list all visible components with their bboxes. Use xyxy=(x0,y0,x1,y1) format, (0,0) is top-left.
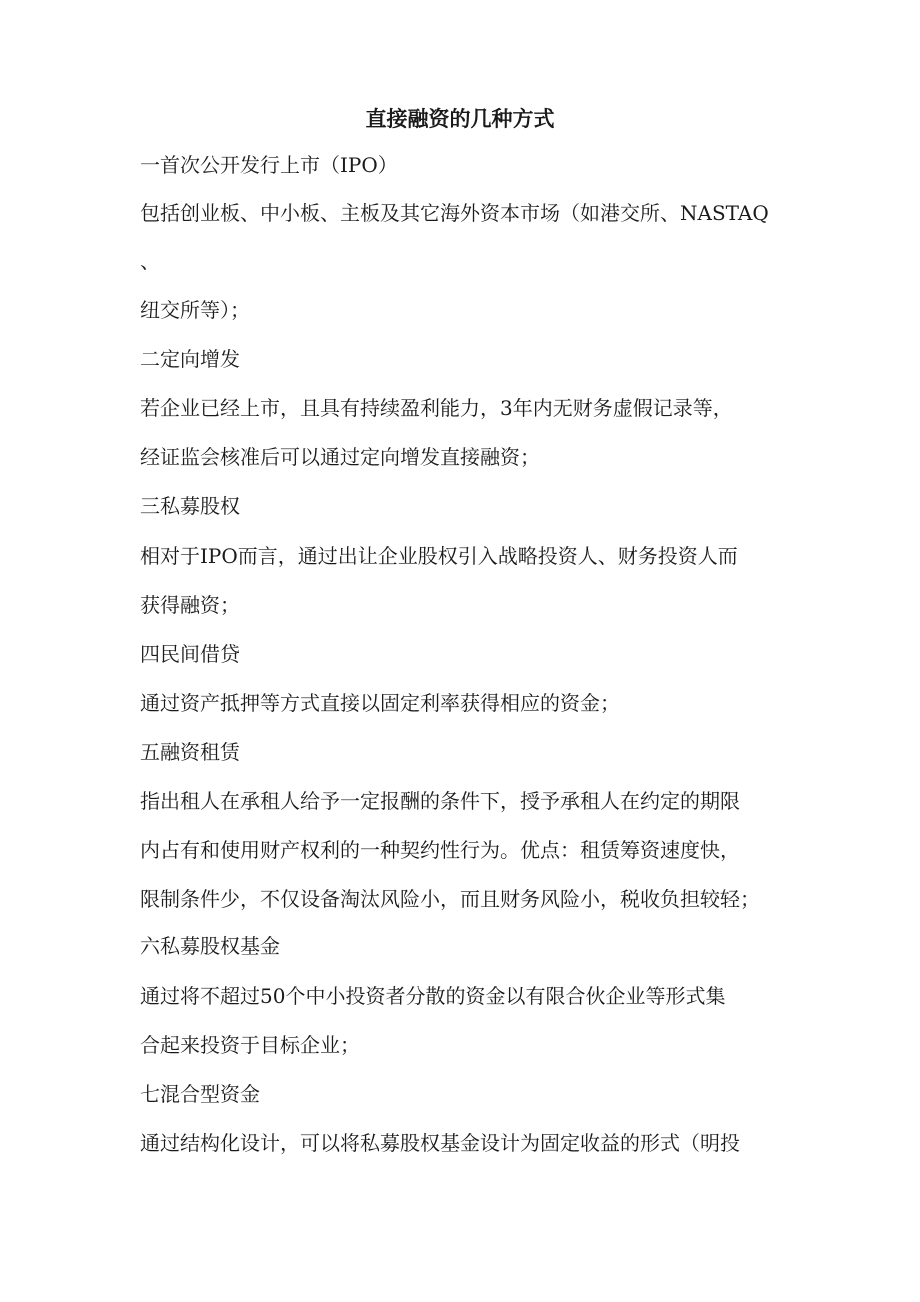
heading-financial-leasing: 五融资租赁 xyxy=(140,740,240,764)
paragraph-line: 获得融资； xyxy=(140,593,240,617)
paragraph-line: 经证监会核准后可以通过定向增发直接融资； xyxy=(140,445,540,469)
document-title: 直接融资的几种方式 xyxy=(365,106,555,131)
paragraph-line: 包括创业板、中小板、主板及其它海外资本市场（如港交所、NASTAQ xyxy=(140,201,769,225)
heading-private-equity: 三私募股权 xyxy=(140,494,240,518)
heading-private-placement: 二定向增发 xyxy=(140,347,240,371)
paragraph-line: 通过将不超过50个中小投资者分散的资金以有限合伙企业等形式集 xyxy=(140,984,726,1008)
paragraph-line: 若企业已经上市，且具有持续盈利能力，3年内无财务虚假记录等， xyxy=(140,396,733,420)
heading-private-lending: 四民间借贷 xyxy=(140,642,240,666)
paragraph-line: 相对于IPO而言，通过出让企业股权引入战略投资人、财务投资人而 xyxy=(140,544,738,568)
paragraph-line: 限制条件少，不仅设备淘汰风险小，而且财务风险小，税收负担较轻； xyxy=(140,887,760,911)
paragraph-line: 内占有和使用财产权利的一种契约性行为。优点：租赁筹资速度快， xyxy=(140,838,740,862)
paragraph-line: 纽交所等）； xyxy=(140,298,250,322)
paragraph-line: 指出租人在承租人给予一定报酬的条件下，授予承租人在约定的期限 xyxy=(140,789,740,813)
paragraph-line: 通过结构化设计，可以将私募股权基金设计为固定收益的形式（明投 xyxy=(140,1131,740,1155)
heading-pe-fund: 六私募股权基金 xyxy=(140,934,280,958)
paragraph-line: 通过资产抵押等方式直接以固定利率获得相应的资金； xyxy=(140,691,620,715)
heading-hybrid-funds: 七混合型资金 xyxy=(140,1082,260,1106)
heading-ipo: 一首次公开发行上市（IPO） xyxy=(140,153,398,177)
paragraph-line: 、 xyxy=(140,249,160,273)
paragraph-line: 合起来投资于目标企业； xyxy=(140,1033,360,1057)
